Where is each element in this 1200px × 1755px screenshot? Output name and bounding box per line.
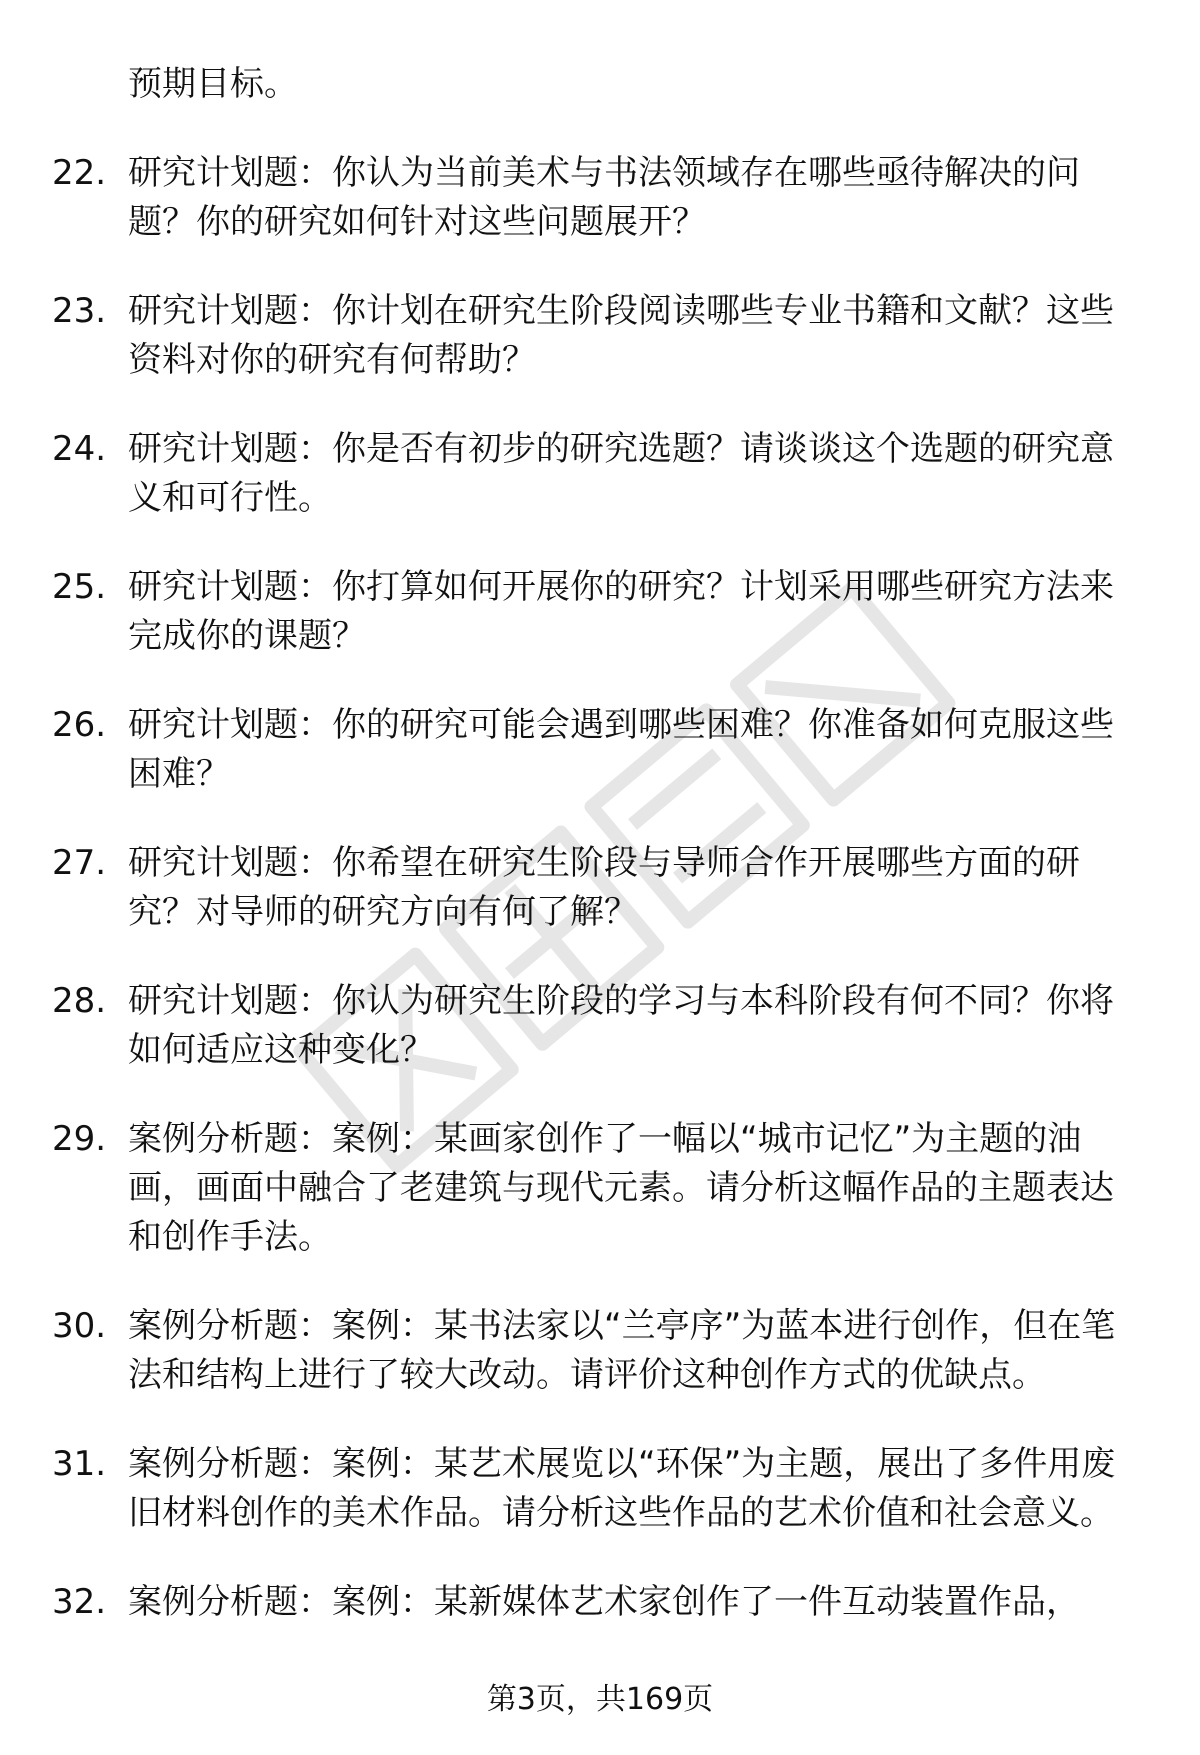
item-number: 30. [52, 1306, 107, 1346]
item-text: 研究计划题：你是否有初步的研究选题？请谈谈这个选题的研究意义和可行性。 [128, 429, 1114, 518]
item-number: 22. [52, 153, 107, 193]
question-list [0, 60, 1200, 1667]
list-item [0, 1440, 1200, 1538]
item-number: 27. [52, 843, 107, 883]
list-item [0, 1302, 1200, 1400]
item-number: 28. [52, 981, 107, 1021]
list-item [0, 1115, 1200, 1262]
list-item [0, 287, 1200, 385]
item-text: 案例分析题：案例：某新媒体艺术家创作了一件互动装置作品， [128, 1582, 1080, 1622]
item-number: 32. [52, 1582, 107, 1622]
list-item [0, 1578, 1200, 1627]
item-text: 研究计划题：你的研究可能会遇到哪些困难？你准备如何克服这些困难？ [128, 705, 1114, 794]
list-item [0, 425, 1200, 523]
item-text: 研究计划题：你希望在研究生阶段与导师合作开展哪些方面的研究？对导师的研究方向有何了解？ [128, 843, 1080, 932]
item-text: 研究计划题：你计划在研究生阶段阅读哪些专业书籍和文献？这些资料对你的研究有何帮助？ [128, 291, 1114, 380]
list-item [0, 839, 1200, 937]
item-number: 24. [52, 429, 107, 469]
item-text: 研究计划题：你打算如何开展你的研究？计划采用哪些研究方法来完成你的课题？ [128, 567, 1114, 656]
list-item [0, 563, 1200, 661]
page-number-footer: 第3页，共169页 [486, 1682, 714, 1717]
item-number: 31. [52, 1444, 107, 1484]
list-item [0, 149, 1200, 247]
item-text: 案例分析题：案例：某艺术展览以“环保”为主题，展出了多件用废旧材料创作的美术作品。请分析这些作品的艺术价值和社会意义。 [128, 1444, 1116, 1533]
item-text: 案例分析题：案例：某书法家以“兰亭序”为蓝本进行创作，但在笔法和结构上进行了较大改动。请评价这种创作方式的优缺点。 [128, 1306, 1116, 1395]
item-text: 研究计划题：你认为当前美术与书法领域存在哪些亟待解决的问题？你的研究如何针对这些问题展开？ [128, 153, 1080, 242]
list-item [0, 701, 1200, 799]
item-text: 案例分析题：案例：某画家创作了一幅以“城市记忆”为主题的油画，画面中融合了老建筑与现代元素。请分析这幅作品的主题表达和创作手法。 [128, 1119, 1114, 1257]
item-number: 25. [52, 567, 107, 607]
list-item [0, 977, 1200, 1075]
item-number: 26. [52, 705, 107, 745]
continued-text: 预期目标。 [128, 64, 298, 104]
item-number: 23. [52, 291, 107, 331]
item-number: 29. [52, 1119, 107, 1159]
item-text: 研究计划题：你认为研究生阶段的学习与本科阶段有何不同？你将如何适应这种变化？ [128, 981, 1114, 1070]
